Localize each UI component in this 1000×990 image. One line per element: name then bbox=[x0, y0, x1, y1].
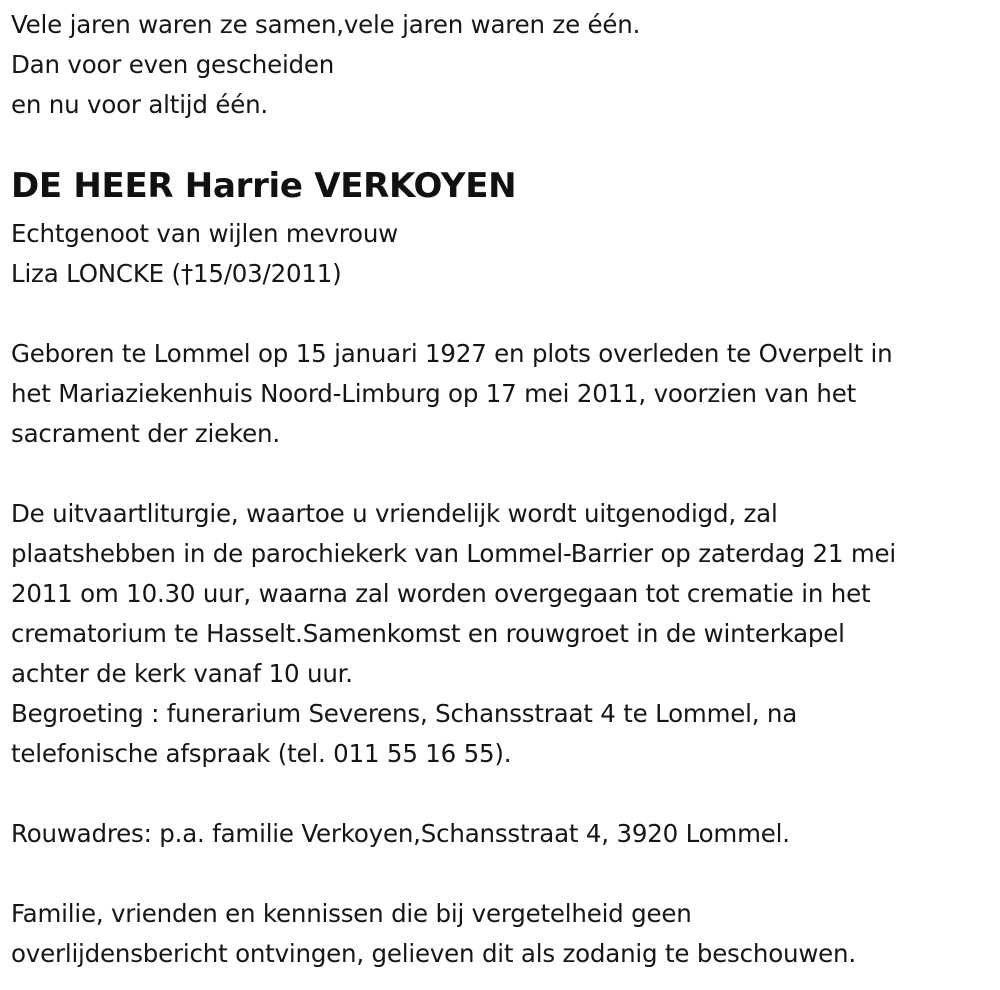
funeral-line-1: De uitvaartliturgie, waartoe u vriendelijk wordt uitgenodigd, zal bbox=[11, 499, 778, 528]
funeral-line-3: 2011 om 10.30 uur, waarna zal worden overgegaan tot crematie in het bbox=[11, 579, 871, 608]
closing-line-1: Familie, vrienden en kennissen die bij vergetelheid geen bbox=[11, 899, 692, 928]
closing-line-2: overlijdensbericht ontvingen, gelieven dit als zodanig te beschouwen. bbox=[11, 939, 856, 968]
birth-death-line-2: het Mariaziekenhuis Noord-Limburg op 17 mei 2011, voorzien van het bbox=[11, 379, 857, 408]
spouse-line-2: Liza LONCKE (†15/03/2011) bbox=[11, 259, 342, 288]
funeral-line-5: achter de kerk vanaf 10 uur. bbox=[11, 659, 353, 688]
funeral-line-2: plaatshebben in de parochiekerk van Lommel-Barrier op zaterdag 21 mei bbox=[11, 539, 897, 568]
birth-death-line-3: sacrament der zieken. bbox=[11, 419, 280, 448]
mourning-address: Rouwadres: p.a. familie Verkoyen,Schansstraat 4, 3920 Lommel. bbox=[11, 819, 790, 848]
poem-line-1: Vele jaren waren ze samen,vele jaren waren ze één. bbox=[11, 10, 641, 39]
visitation-line-2: telefonische afspraak (tel. 011 55 16 55). bbox=[11, 739, 512, 768]
birth-death-line-1: Geboren te Lommel op 15 januari 1927 en plots overleden te Overpelt in bbox=[11, 339, 893, 368]
spouse-line-1: Echtgenoot van wijlen mevrouw bbox=[11, 219, 399, 248]
deceased-name: DE HEER Harrie VERKOYEN bbox=[11, 166, 517, 206]
poem-line-2: Dan voor even gescheiden bbox=[11, 50, 335, 79]
poem-line-3: en nu voor altijd één. bbox=[11, 90, 269, 119]
funeral-line-4: crematorium te Hasselt.Samenkomst en rouwgroet in de winterkapel bbox=[11, 619, 845, 648]
visitation-line-1: Begroeting : funerarium Severens, Schansstraat 4 te Lommel, na bbox=[11, 699, 798, 728]
